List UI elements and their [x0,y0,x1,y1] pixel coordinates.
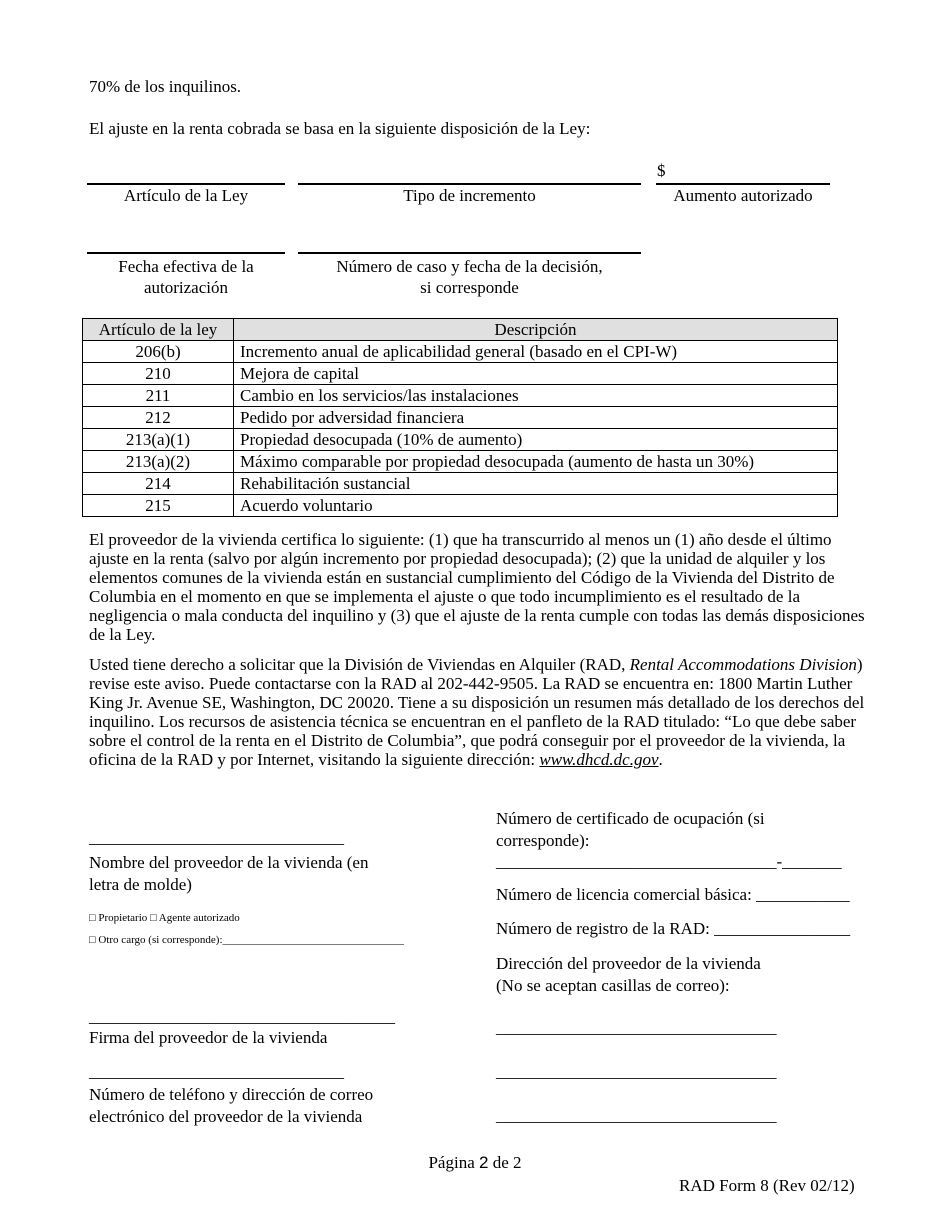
table-cell-art: 215 [83,495,234,517]
table-cell-art: 213(a)(2) [83,451,234,473]
fecha-line[interactable] [87,252,285,254]
table-cell-art: 214 [83,473,234,495]
form-id: RAD Form 8 (Rev 02/12) [679,1176,855,1195]
rights-text-2: ) revise este aviso. Puede contactarse con la RAD al 202-442-9505. La RAD se encuentra en: 1800 Martin Luther King Jr. Avenue SE, Washington, DC 20020. Tiene a su disposición un resumen más detallado de los derechos del inquilino. Los recursos de asistencia técnica se encuentran en el panfleto de la RAD titulado: “Lo que debe saber sobre el control de la renta en el Distrito de Columbia”, que podrá conseguir por el proveedor de la vivienda, la oficina de la RAD y por Internet, visitando la siguiente dirección: [89,655,865,769]
cert-occupancy-label-line2: corresponde): [496,831,590,850]
name-label-line1: Nombre del proveedor de la vivienda (en [89,853,369,872]
table-row [83,341,838,363]
role-checkboxes[interactable]: □ Propietario □ Agente autorizado [89,912,240,924]
table-cell-desc: Rehabilitación sustancial [234,473,838,495]
rad-registration-field[interactable]: Número de registro de la RAD: ________________ [496,919,851,938]
table-cell-desc: Acuerdo voluntario [234,495,838,517]
caso-line[interactable] [298,252,641,254]
aumento-line[interactable] [656,183,830,185]
name-label-line2: letra de molde) [89,875,192,894]
fecha-label [87,256,285,298]
table-header-articulo: Artículo de la ley [83,319,234,341]
table-row [83,407,838,429]
dollar-sign: $ [657,161,666,180]
address-line-1[interactable]: _________________________________ [496,1018,777,1037]
table-cell-desc: Incremento anual de aplicabilidad general (basado en el CPI-W) [234,341,838,363]
cert-occupancy-field[interactable]: _________________________________-_______ [496,852,842,871]
address-label-line2: (No se aceptan casillas de correo): [496,976,730,995]
phone-line[interactable]: ______________________________ [89,1062,344,1081]
table-row [83,385,838,407]
table-cell-art: 212 [83,407,234,429]
caso-label-line2: si corresponde [420,278,519,297]
table-header-descripcion: Descripción [234,319,838,341]
table-row [83,363,838,385]
cert-occupancy-label [496,808,765,852]
address-label [496,953,761,997]
name-line[interactable]: ______________________________ [89,828,344,847]
caso-label [298,256,641,298]
phone-label-line2: electrónico del proveedor de la vivienda [89,1107,363,1126]
table-header-row [83,319,838,341]
certification-paragraph: El proveedor de la vivienda certifica lo siguiente: (1) que ha transcurrido al menos un (1) año desde el último ajuste en la renta (salvo por algún incremento por propiedad desocupada); (2) que la unidad de alquiler y los elementos comunes de la vivienda están en sustancial cumplimiento del Código de la Vivienda del Distrito de Columbia en el momento en que se implementa el ajuste o que todo incumplimiento es el resultado de la negligencia o mala conducta del inquilino y (3) que el ajuste de la renta cumple con todas las demás disposiciones de la Ley. [89,530,865,644]
page-current: 2 [479,1153,489,1172]
table-cell-desc: Mejora de capital [234,363,838,385]
phone-label-line1: Número de teléfono y dirección de correo [89,1085,374,1104]
articulo-line[interactable] [87,183,285,185]
rights-italic: Rental Accommodations Division [629,655,857,674]
table-cell-art: 211 [83,385,234,407]
business-license-field[interactable]: Número de licencia comercial básica: ___________ [496,885,850,904]
fecha-label-line2: autorización [143,278,228,297]
cert-occupancy-label-line1: Número de certificado de ocupación (si [496,809,765,828]
other-role-field[interactable]: □ Otro cargo (si corresponde):_________________________________ [89,934,405,946]
page-number [0,1153,950,1173]
intro-line-1: 70% de los inquilinos. [89,77,242,96]
address-line-2[interactable]: _________________________________ [496,1062,777,1081]
table-cell-desc: Propiedad desocupada (10% de aumento) [234,429,838,451]
table-row [83,451,838,473]
table-row [83,495,838,517]
table-cell-art: 213(a)(1) [83,429,234,451]
table-cell-art: 210 [83,363,234,385]
address-line-3[interactable]: _________________________________ [496,1106,777,1125]
rights-text-1: Usted tiene derecho a solicitar que la División de Viviendas en Alquiler (RAD, [89,655,630,674]
aumento-label: Aumento autorizado [673,186,813,205]
tipo-label: Tipo de incremento [403,186,536,205]
tipo-line[interactable] [298,183,641,185]
table-row [83,473,838,495]
phone-label [89,1084,373,1128]
rights-end: . [658,750,663,769]
name-label [89,852,368,896]
table-cell-desc: Pedido por adversidad financiera [234,407,838,429]
page-prefix: Página [428,1153,479,1172]
law-articles-table [82,318,838,517]
signature-label: Firma del proveedor de la vivienda [89,1028,328,1047]
rights-paragraph [89,655,869,769]
table-row [83,429,838,451]
table-cell-desc: Máximo comparable por propiedad desocupada (aumento de hasta un 30%) [234,451,838,473]
page-suffix: de 2 [488,1153,522,1172]
dhcd-link[interactable]: www.dhcd.dc.gov [539,750,659,769]
articulo-label: Artículo de la Ley [123,186,249,205]
table-cell-desc: Cambio en los servicios/las instalaciones [234,385,838,407]
fecha-label-line1: Fecha efectiva de la [118,257,254,276]
intro-line-2: El ajuste en la renta cobrada se basa en la siguiente disposición de la Ley: [89,119,591,138]
address-label-line1: Dirección del proveedor de la vivienda [496,954,761,973]
table-cell-art: 206(b) [83,341,234,363]
signature-line[interactable]: ____________________________________ [89,1007,395,1026]
caso-label-line1: Número de caso y fecha de la decisión, [336,257,603,276]
